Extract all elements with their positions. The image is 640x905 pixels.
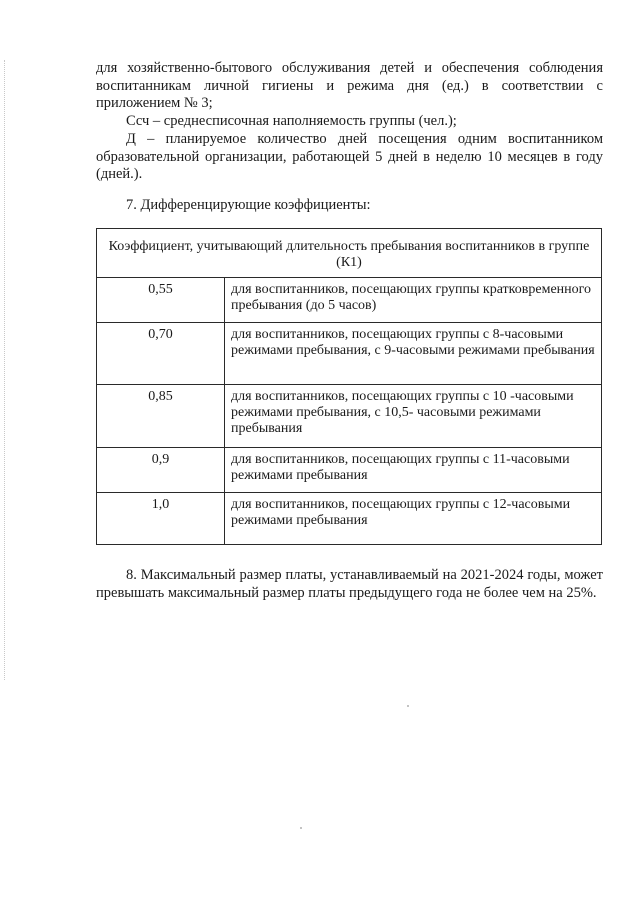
table-row (97, 448, 602, 493)
coefficient-value: 1,0 (97, 493, 225, 545)
scan-speck (300, 827, 302, 829)
paragraph-hygiene-continuation: для хозяйственно-бытового обслуживания детей и обеспечения соблюдения воспитанникам личной гигиены и режима дня (ед.) в соответствии с приложением № 3; (96, 60, 603, 111)
coefficient-description: для воспитанников, посещающих группы с 8-часовыми режимами пребывания, с 9-часовыми режимами пребывания (225, 323, 602, 385)
paragraph-ssch-definition: Ссч – среднесписочная наполняемость группы (чел.); (126, 113, 457, 129)
coefficient-value: 0,9 (97, 448, 225, 493)
coefficient-description: для воспитанников, посещающих группы с 11-часовыми режимами пребывания (225, 448, 602, 493)
table-header-cell: Коэффициент, учитывающий длительность пребывания воспитанников в группе (К1) (97, 229, 602, 278)
table-row (97, 278, 602, 323)
table-header-row (97, 229, 602, 278)
table-row (97, 493, 602, 545)
coefficient-description: для воспитанников, посещающих группы кратковременного пребывания (до 5 часов) (225, 278, 602, 323)
coefficient-description: для воспитанников, посещающих группы с 10 -часовыми режимами пребывания, с 10,5- часовыми режимами пребывания (225, 385, 602, 448)
section-7-heading: 7. Дифференцирующие коэффициенты: (126, 197, 371, 213)
coefficient-value: 0,55 (97, 278, 225, 323)
coefficient-value: 0,70 (97, 323, 225, 385)
scan-edge-line (4, 60, 6, 680)
paragraph-d-definition: Д – планируемое количество дней посещения одним воспитанником образовательной организации, работающей 5 дней в неделю 10 месяцев в году (дней.). (96, 131, 603, 182)
table-row (97, 385, 602, 448)
coefficient-description: для воспитанников, посещающих группы с 12-часовыми режимами пребывания (225, 493, 602, 545)
scan-speck (407, 705, 409, 707)
paragraph-section-8: 8. Максимальный размер платы, устанавливаемый на 2021-2024 годы, может превышать максимальный размер платы предыдущего года не более чем на 25%. (96, 567, 603, 601)
table-row (97, 323, 602, 385)
coefficient-value: 0,85 (97, 385, 225, 448)
coefficient-table (96, 228, 602, 545)
